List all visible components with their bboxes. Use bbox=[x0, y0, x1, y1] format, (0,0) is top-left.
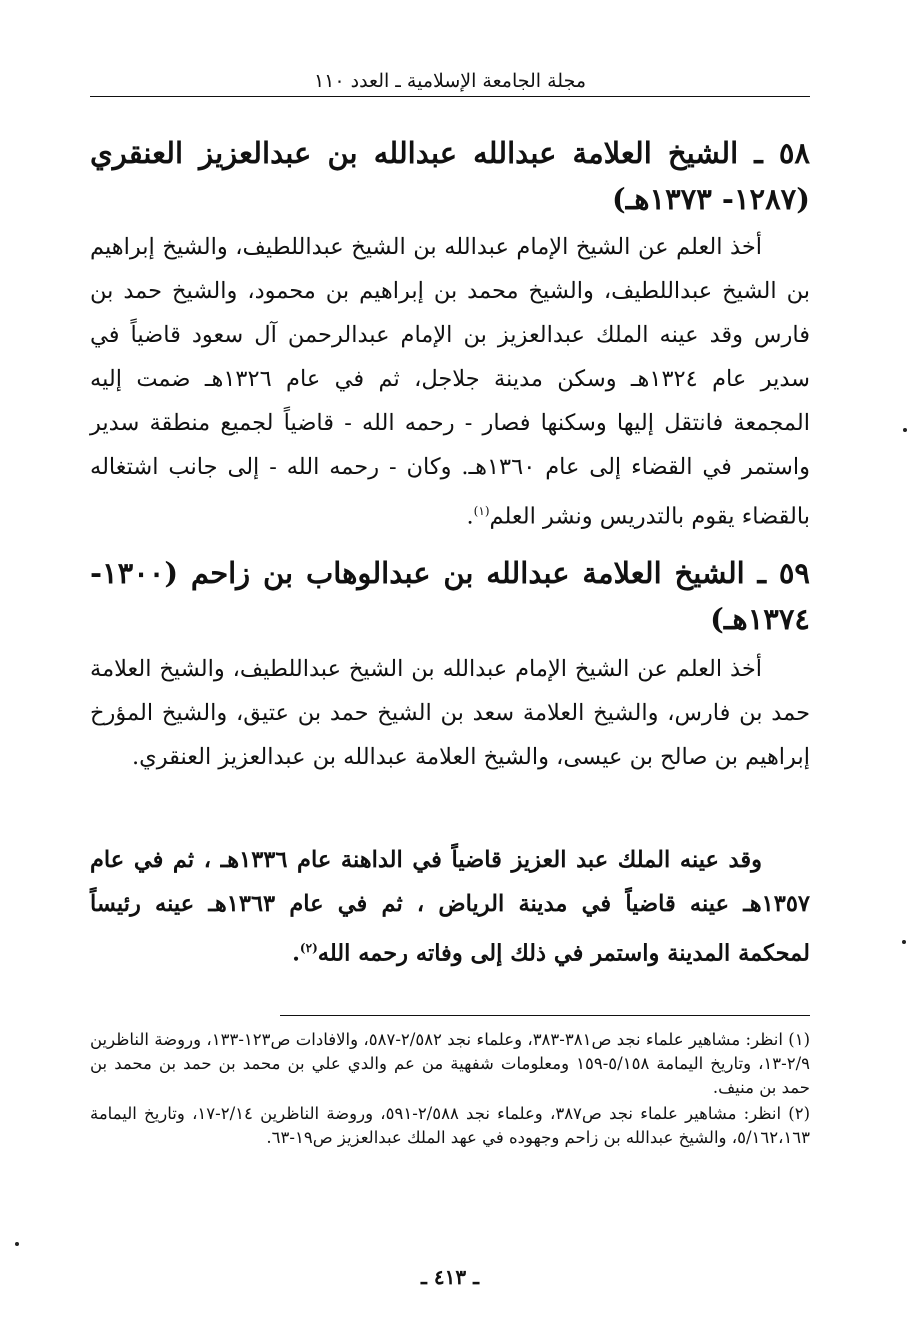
scan-speck bbox=[902, 940, 906, 944]
section-59-paragraph-2: وقد عينه الملك عبد العزيز قاضياً في الداهنة عام ١٣٣٦هـ ، ثم في عام ١٣٥٧هـ عينه قاضياً في مدينة الرياض ، ثم في عام ١٣٦٣هـ عينه رئيساً لمحكمة المدينة واستمر في ذلك إلى وفاته رحمه الله$^{(٢)}$. bbox=[90, 847, 810, 967]
footnote-2: (٢) انظر: مشاهير علماء نجد ص٣٨٧، وعلماء نجد ٢/٥٨٨-٥٩١، وروضة الناظرين ٢/١٤-١٧، وتاريخ اليمامة ٥/١٦٢،١٦٣، والشيخ عبدالله بن زاحم وجهوده في عهد الملك عبدالعزيز ص١٩-٦٣. bbox=[90, 1104, 810, 1147]
document-page bbox=[90, 60, 810, 1300]
scan-speck bbox=[903, 428, 907, 432]
header-divider bbox=[90, 96, 810, 97]
section-59-paragraph-1: أخذ العلم عن الشيخ الإمام عبدالله بن الشيخ عبداللطيف، والشيخ العلامة حمد بن فارس، والشيخ العلامة سعد بن الشيخ حمد بن عتيق، والشيخ المؤرخ إبراهيم بن صالح بن عيسى، والشيخ العلامة عبدالله بن عبدالعزيز العنقري. bbox=[90, 656, 810, 770]
footnote-1: (١) انظر: مشاهير علماء نجد ص٣٨١-٣٨٣، وعلماء نجد ٢/٥٨٢-٥٨٧، والافادات ص١٢٣-١٣٣، وروضة الناظرين ٢/٩-١٣، وتاريخ اليمامة ٥/١٥٨-١٥٩ ومعلومات شفهية من عم والدي علي بن محمد بن حمد بن محمد بن حمد بن منيف. bbox=[90, 1030, 811, 1097]
page-number: ـ ٤١٣ ـ bbox=[421, 1265, 479, 1289]
section-59-title: ٥٩ ـ الشيخ العلامة عبدالله بن عبدالوهاب بن زاحم (١٣٠٠- ١٣٧٤هـ) bbox=[90, 556, 810, 636]
section-58-paragraph: أخذ العلم عن الشيخ الإمام عبدالله بن الشيخ عبداللطيف، والشيخ إبراهيم بن الشيخ عبداللطيف، والشيخ محمد بن إبراهيم بن محمود، والشيخ حمد بن فارس وقد عينه الملك عبدالعزيز بن الإمام عبدالرحمن آل سعود قاضياً في سدير عام ١٣٢٤هـ وسكن مدينة جلاجل، ثم في عام ١٣٢٦هـ ضمت إليه المجمعة فانتقل إليها وسكنها فصار - رحمه الله - قاضياً لجميع منطقة سدير واستمر في القضاء إلى عام ١٣٦٠هـ. وكان - رحمه الله - إلى جانب اشتغاله بالقضاء يقوم بالتدريس ونشر العلم$^{(١)}$. bbox=[90, 234, 810, 530]
footnote-divider bbox=[280, 1015, 810, 1016]
section-58-text: أخذ العلم عن الشيخ الإمام عبدالله بن الشيخ عبداللطيف، والشيخ إبراهيم بن الشيخ عبداللطيف، والشيخ محمد بن إبراهيم بن محمود، والشيخ حمد بن فارس وقد عينه الملك عبدالعزيز بن الإمام عبدالرحمن آل سعود قاضياً في سدير عام ١٣٢٤هـ وسكن مدينة جلاجل، ثم في عام ١٣٢٦هـ ضمت إليه المجمعة فانتقل إليها وسكنها فصار - رحمه الله - قاضياً لجميع منطقة سدير واستمر في القضاء إلى عام ١٣٦٠هـ. وكان - رحمه الله - إلى جانب اشتغاله بالقضاء يقوم بالتدريس ونشر العلم bbox=[90, 234, 810, 530]
footnote-ref-2: (٢) bbox=[299, 941, 318, 955]
scan-speck bbox=[15, 1242, 19, 1246]
section-58-title: ٥٨ ـ الشيخ العلامة عبدالله عبدالله بن عبدالعزيز العنقري (١٢٨٧- ١٣٧٣هـ) bbox=[90, 136, 810, 216]
running-header: مجلة الجامعة الإسلامية ـ العدد ١١٠ bbox=[313, 70, 587, 92]
section-59-text: وقد عينه الملك عبد العزيز قاضياً في الداهنة عام ١٣٣٦هـ ، ثم في عام ١٣٥٧هـ عينه قاضياً في مدينة الرياض ، ثم في عام ١٣٦٣هـ عينه رئيساً لمحكمة المدينة واستمر في ذلك إلى وفاته رحمه الله bbox=[90, 847, 810, 967]
footnote-ref-1: (١) bbox=[473, 504, 490, 518]
